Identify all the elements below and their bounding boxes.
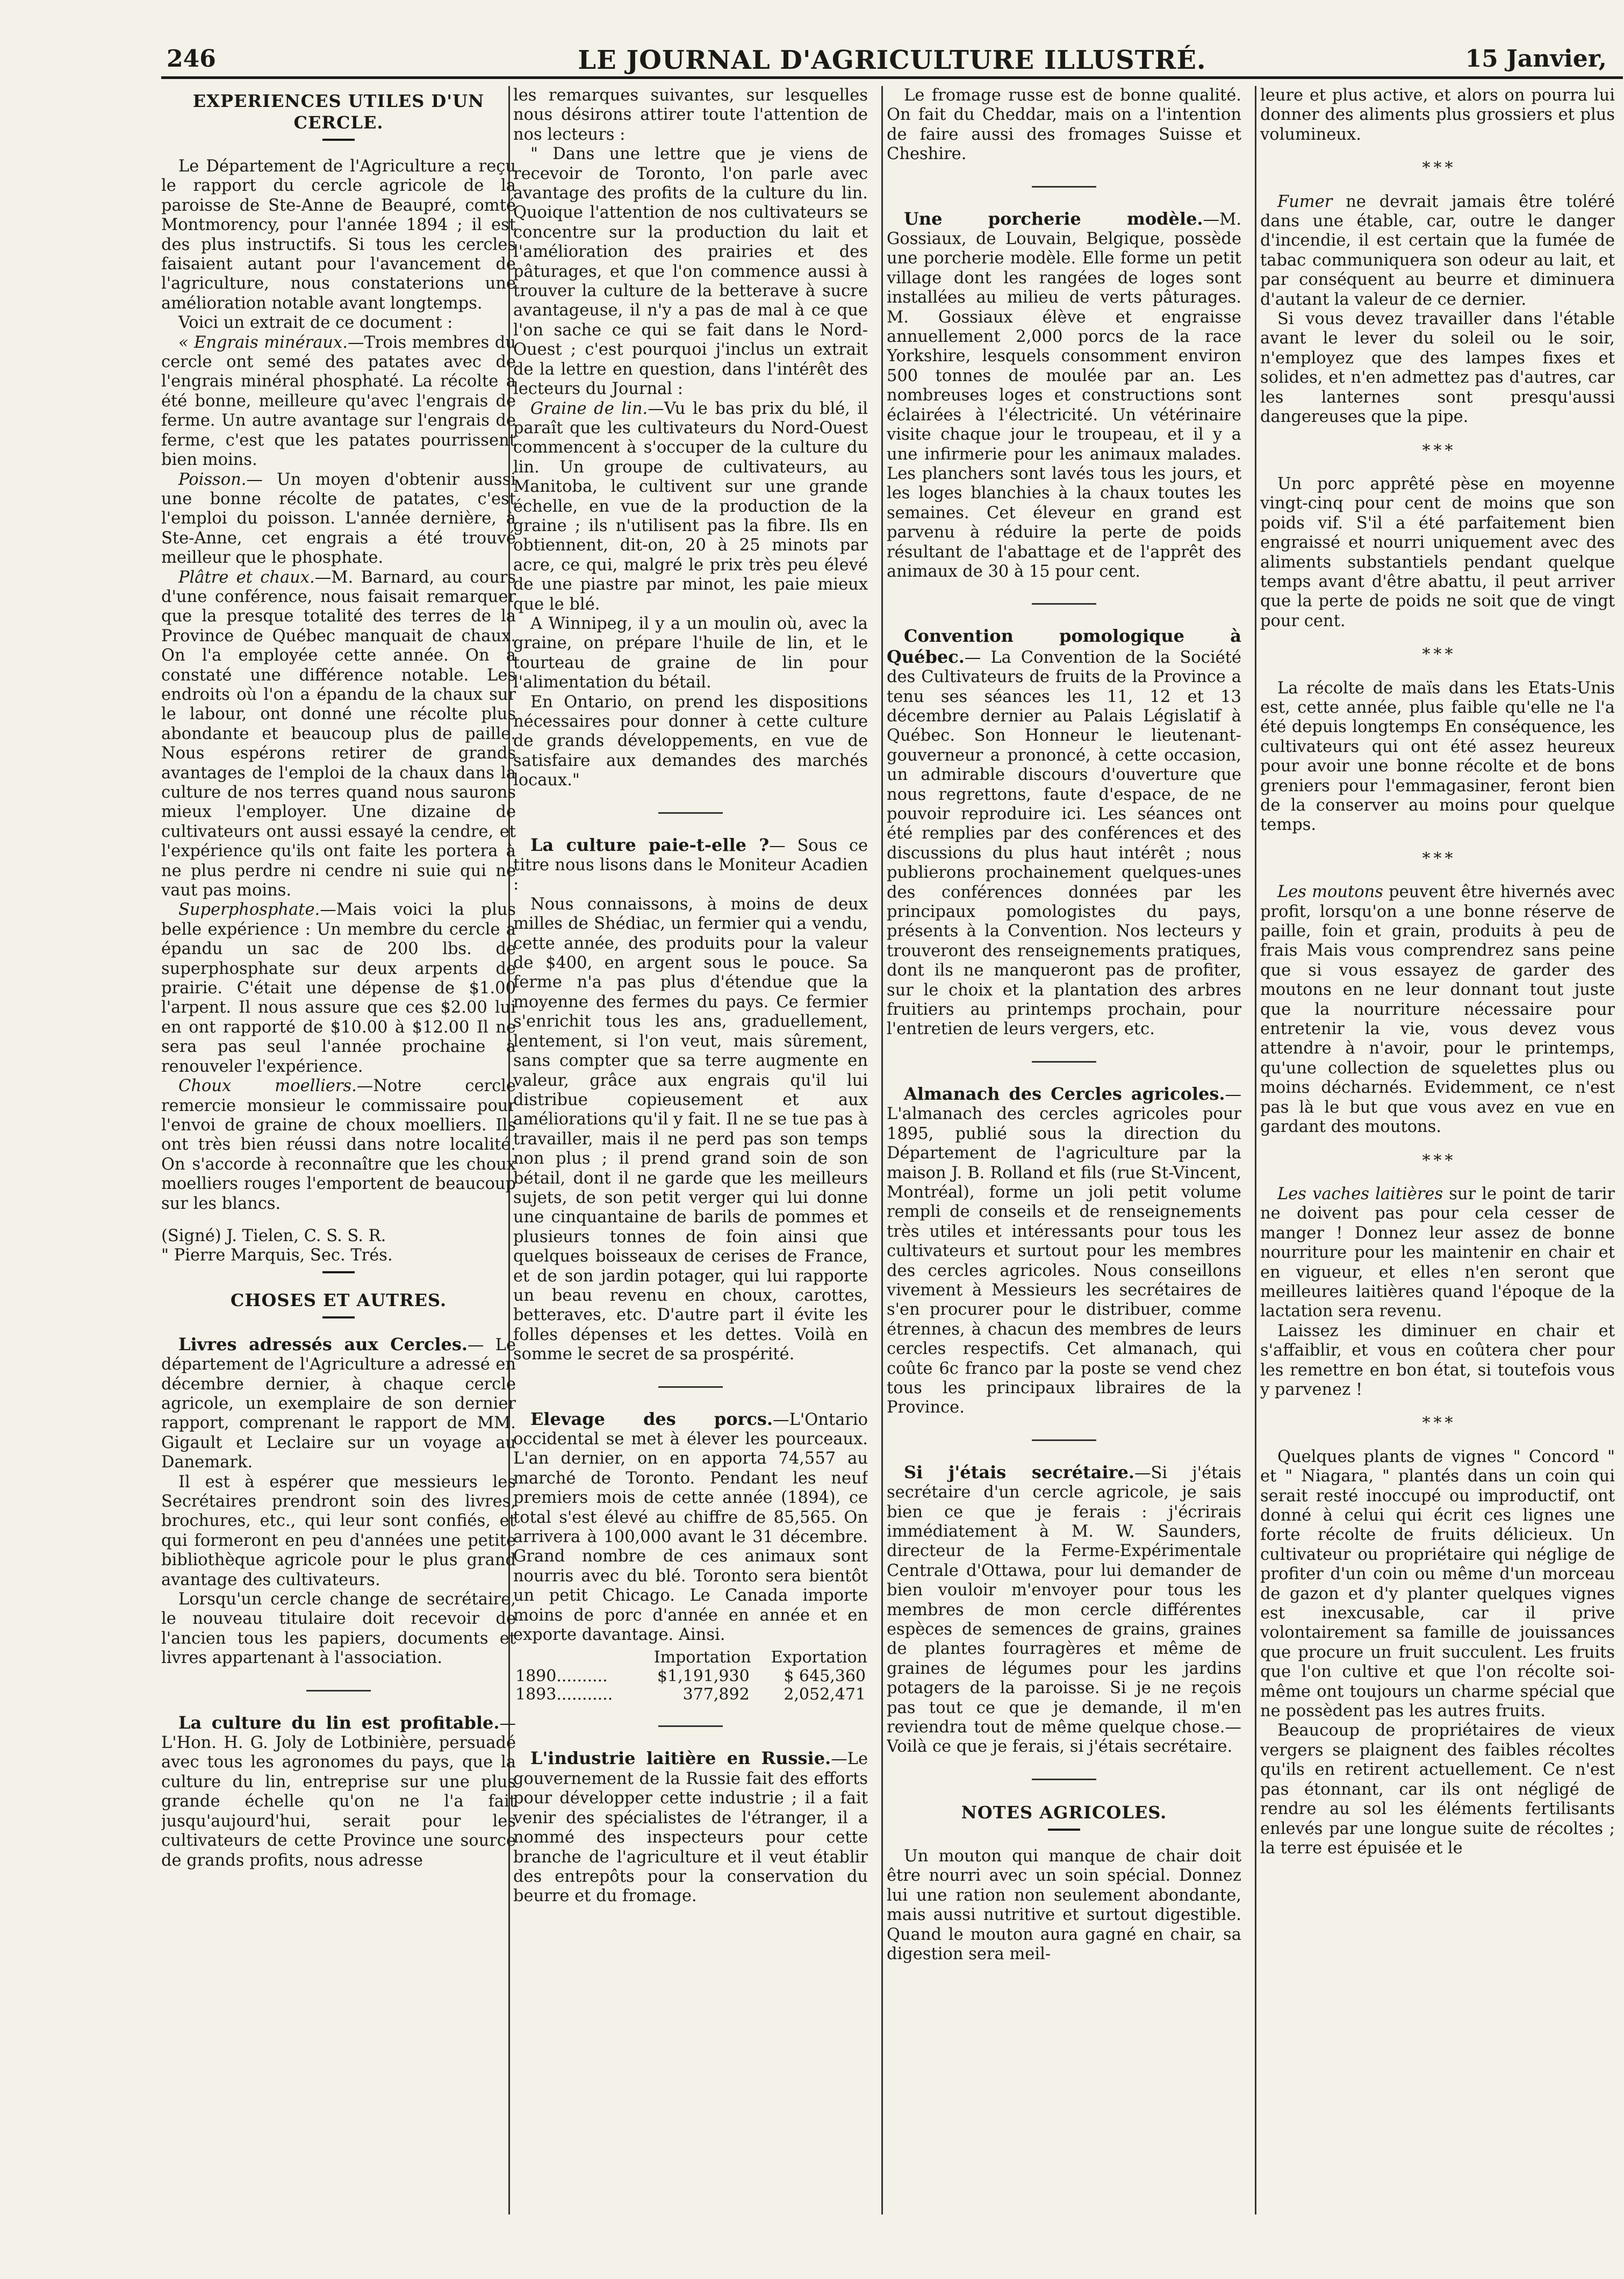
article-paragraph	[161, 470, 516, 568]
paragraph-lead: Beaucoup de propriétaires de vieux vergers	[1260, 1721, 1615, 1760]
paragraph-lead: Une porcherie modèle.	[904, 208, 1203, 229]
table-cell: 377,892	[682, 1685, 750, 1704]
article-paragraph: Laissez les diminuer en chair et s'affaiblir, et vous en coûtera cher pour les remettre en bon état, si toutefois vous y parvenez !	[1260, 1321, 1615, 1399]
paragraph-text: — Sous ce titre nous lisons dans le Moniteur Acadien :	[513, 836, 868, 894]
paragraph-lead: Superphosphate.	[178, 900, 320, 920]
article-paragraph: La récolte de maïs dans les Etats-Unis est, cette année, plus faible qu'elle ne l'a été depuis longtemps En conséquence, les cultivateurs qui ont été assez heureux pour avoir une bonne récolte et de bons greniers pour l'emmagasiner, feront bien de la conserver au moins pour quelque temps.	[1260, 678, 1615, 835]
paragraph-text: — Un moyen d'obtenir aussi une bonne récolte de patates, c'est l'emploi du poisson. L'année dernière, à Ste-Anne, cet engrais a été trouvé meilleur que le phosphate.	[161, 470, 516, 568]
article-paragraph: " Dans une lettre que je viens de recevoir de Toronto, l'on parle avec avantage des profits de la culture du lin. Quoique l'attention de nos cultivateurs se concentre sur la production du lait et l'amélioration des prairies et des pâturages, et que l'on commence aussi à trouver la culture de la betterave à sucre avantageuse, il n'y a pas de mal à ce que l'on sache ce qui se fait dans le Nord-Ouest ; c'est pourquoi j'inclus un extrait de la lettre en question, dans l'intérêt des lecteurs du Journal :	[513, 145, 868, 399]
heading-rule	[322, 1316, 355, 1318]
paragraph-text: ne devrait jamais être toléré dans une étable, car, outre le danger d'incendie, il est certain que la fumée de tabac communiquera son odeur au lait, et par conséquent au beurre et diminuera d'autant la valeur de ce dernier.	[1260, 192, 1615, 309]
hog-trade-table	[513, 1648, 868, 1704]
article-paragraph	[161, 1713, 516, 1870]
article-separator	[1032, 186, 1096, 188]
article-paragraph: Nous connaissons, à moins de deux milles de Shédiac, un fermier qui a vendu, cette année, des produits pour la valeur de $400, en argent sous le pouce. Sa ferme n'a pas plus d'étendue que la moyenne des fermes du pays. Ce fermier s'enrichit tous les ans, graduellement, lentement, si l'on veut, mais sûrement, sans compter que sa terre augmente en valeur, grâce aux engrais qu'il lui distribue copieusement et aux améliorations qu'il y fait. Il ne se tue pas à travailler, mais il ne perd pas son temps non plus ; il prend grand soin de son bétail, dont il ne garde que les meilleurs sujets, de son petit verger qui lui donne une cinquantaine de barils de pommes et plusieurs tonnes de foin ainsi que quelques boisseaux de cerises de France, et de son jardin potager, qui lui rapporte un beau revenu en choux, carottes, betteraves, etc. D'autre part il évite les folles dépenses et les dettes. Voilà en somme le secret de sa prospérité.	[513, 894, 868, 1364]
paragraph-lead: Poisson.	[178, 470, 247, 489]
paragraph-text: — La Convention de la Société des Cultivateurs de fruits de la Province a tenu ses séances les 11, 12 et 13 décembre dernier au Palais Législatif à Québec. Son Honneur le lieutenant-gouverneur a prononcé, à cette occasion, un admirable discours d'ouverture que nous regrettons, faute d'espace, de ne pouvoir reproduire ici. Les séances ont été remplies par des conférences et des discussions du plus haut intérêt ; nous publierons prochainement quelques-unes des conférences données par les principaux pomologistes du pays, présents à la Convention. Nos lecteurs y trouveront des renseignements pratiques, dont ils ne manqueront pas de profiter, sur le choix et la plantation des arbres fruitiers au printemps prochain, pour l'entretien de leurs vergers, etc.	[887, 648, 1241, 1039]
article-paragraph: Un mouton qui manque de chair doit être nourri avec un soin spécial. Donnez lui une ration non seulement abondante, mais aussi nutritive et surtout digestible. Quand le mouton aura gagné en chair, sa digestion sera meil-	[887, 1846, 1241, 1963]
paragraph-text: —Notre cercle remercie monsieur le commissaire pour l'envoi de graine de choux moelliers. Ils ont très bien réussi dans notre localité. On s'accorde à reconnaître que les choux moelliers rouges l'emportent de beaucoup sur les blancs.	[161, 1077, 516, 1213]
article-paragraph	[1260, 883, 1615, 1137]
column-4	[1260, 86, 1615, 2241]
article-separator	[1032, 1439, 1096, 1441]
article-paragraph	[1260, 1721, 1615, 1858]
table-cell: 1893...........	[515, 1685, 613, 1704]
article-paragraph	[161, 333, 516, 470]
table-cell: 1890..........	[515, 1667, 608, 1686]
article-paragraph	[161, 1335, 516, 1473]
article-paragraph	[1260, 192, 1615, 310]
article-separator	[1032, 1779, 1096, 1780]
paragraph-text: —L'Ontario occidental se met à élever les pourceaux. L'an dernier, on en apporta 74,557 au marché de Toronto. Pendant les neuf premiers mois de cette année (1894), ce total s'est élevé au chiffre de 85,565. On arrivera à 100,000 avant le 31 décembre. Grand nombre de ces animaux sont nourris avec du blé. Toronto sera bientôt un petit Chicago. Le Canada importe moins de porc d'année en année et en exporte davantage. Ainsi.	[513, 1410, 868, 1645]
paragraph-lead: Graine de lin.	[530, 399, 648, 418]
paragraph-lead: La culture paie-t-elle ?	[530, 834, 770, 855]
table-cell: 2,052,471	[784, 1685, 866, 1704]
article-separator	[658, 1725, 723, 1727]
table-cell: $ 645,360	[784, 1667, 866, 1686]
article-paragraph: Si vous devez travailler dans l'étable avant le lever du soleil ou le soir, n'employez que des lampes fixes et solides, et n'en admettez pas d'autres, car les lanternes sont presqu'aussi dangereuses que la pipe.	[1260, 310, 1615, 427]
paragraph-text: — L'almanach des cercles agricoles pour 1895, publié sous la direction du Département de l'agriculture par la maison J. B. Rolland et fils (rue St-Vincent, Montréal), forme un joli petit volume rempli de conseils et de renseignements très utiles et intéressants pour tous les cultivateurs et surtout pour les membres des cercles agricoles. Nous conseillons vivement à Messieurs les secrétaires de s'en procurer pour le distribuer, comme étrennes, à chacun des membres de leurs cercles respectifs. Cet almanach, qui coûte 6c franco par la poste se vend chez tous les principaux libraires de la Province.	[887, 1085, 1241, 1417]
paragraph-lead: Elevage des porcs.	[530, 1408, 773, 1429]
article-paragraph	[513, 1409, 868, 1645]
page-number: 246	[167, 45, 216, 73]
article-separator	[658, 1386, 723, 1388]
asterism: * * *	[1422, 1414, 1453, 1433]
paragraph-lead: Convention pomologique à Québec.	[887, 626, 1241, 667]
issue-date: 15 Janvier,	[1465, 45, 1607, 73]
table-cell: $1,191,930	[657, 1667, 750, 1686]
column-1	[161, 86, 516, 2241]
article-paragraph	[513, 1748, 868, 1906]
article-paragraph	[161, 568, 516, 901]
paragraph-lead: Choux moelliers.	[178, 1077, 357, 1096]
section-heading: EXPERIENCES UTILES D'UN CERCLE.	[192, 91, 485, 133]
paragraph-text: —Trois membres du cercle ont semé des patates avec de l'engrais minéral phosphaté. La récolte a été bonne, meilleure qu'avec l'engrais de ferme. Un autre avantage sur l'engrais de ferme, c'est que les patates pourrissent bien moins.	[161, 333, 516, 470]
paragraph-text: — Le département de l'Agriculture a adressé en décembre dernier, à chaque cercle agricole, un exemplaire de son dernier rapport, comprenant le rapport de MM. Gigault et Leclaire sur un voyage au Danemark.	[161, 1335, 516, 1472]
paragraph-lead: La culture du lin est profitable.	[178, 1712, 500, 1733]
paragraph-text: se plaignent des faibles récoltes qu'ils en retirent actuellement. Ce n'est pas étonnant, car ils ont négligé de rendre au sol les éléments fertilisants enlevés par une longue suite de récoltes ; la terre est épuisée et le	[1260, 1740, 1615, 1858]
article-paragraph	[887, 1463, 1241, 1757]
paragraph-text: —Le gouvernement de la Russie fait des efforts pour développer cette industrie ; il a fait venir des spécialistes de l'étranger, il a nommé des inspecteurs pour cette branche de l'agriculture et il veut établir des entrepôts pour la conservation du beurre et du fromage.	[513, 1750, 868, 1906]
table-row	[513, 1667, 868, 1686]
asterism: * * *	[1422, 1151, 1453, 1170]
paragraph-text: —Mais voici la plus belle expérience : Un membre du cercle a épandu un sac de 200 lbs. de superphosphate sur deux arpents de prairie. C'était une dépense de $1.00 l'arpent. Il nous assure que ces $2.00 lui en ont rapporté de $10.00 à $12.00 Il ne sera pas seul l'année prochaine à renouveler l'expérience.	[161, 900, 516, 1076]
article-paragraph	[887, 1084, 1241, 1418]
table-header-row	[513, 1648, 868, 1667]
paragraph-lead: L'industrie laitière en Russie.	[530, 1748, 831, 1769]
signature-block	[161, 1227, 516, 1266]
table-row	[513, 1686, 868, 1704]
article-paragraph	[1260, 1185, 1615, 1322]
article-separator	[658, 812, 723, 814]
column-header: Importation	[653, 1648, 751, 1667]
asterism: * * *	[1422, 441, 1453, 460]
article-separator	[306, 1690, 371, 1692]
article-paragraph: Le fromage russe est de bonne qualité. On fait du Cheddar, mais on a l'intention de faire aussi des fromages Suisse et Cheshire.	[887, 86, 1241, 164]
paragraph-lead: « Engrais minéraux.	[178, 333, 348, 352]
article-paragraph	[513, 399, 868, 614]
article-paragraph: les remarques suivantes, sur lesquelles nous désirons attirer toute l'attention de nos lecteurs :	[513, 86, 868, 144]
article-paragraph: Il est à espérer que messieurs les Secrétaires prendront soin des livres, brochures, etc., qui leur sont confiés, et qui formeront en peu d'années une petite bibliothèque agricole pour le plus grand avantage des cultivateurs.	[161, 1472, 516, 1589]
page-header	[161, 42, 1623, 79]
column-header: Exportation	[771, 1648, 867, 1667]
article-paragraph: Voici un extrait de ce document :	[178, 313, 453, 333]
section-divider	[322, 1271, 355, 1273]
article-paragraph: leure et plus active, et alors on pourra lui donner des aliments plus grossiers et plus volumineux.	[1260, 86, 1615, 144]
paragraph-lead: Si j'étais secrétaire.	[904, 1461, 1134, 1482]
heading-rule	[322, 139, 355, 141]
article-paragraph	[513, 835, 868, 895]
paragraph-text: —Vu le bas prix du blé, il paraît que les cultivateurs du Nord-Ouest commencent à s'occuper de la culture du lin. Un groupe de cultivateurs, au Manitoba, le cultivent sur une grande échelle, en vue de la production de la graine ; ils n'utilisent pas la fibre. Ils en obtiennent, dit-on, 20 à 25 minots par acre, ce qui, malgré le prix très peu élevé de une piastre par minot, les paie mieux que le blé.	[513, 399, 868, 614]
article-paragraph: Quelques plants de vignes " Concord " et " Niagara, " plantés dans un coin qui serait resté inoccupé ou improductif, ont donné à celui qui écrit ces lignes une forte récolte de fruits délicieux. Un cultivateur ou propriétaire qui néglige de profiter d'un coin ou même d'un morceau de gazon et d'y planter quelques vignes est inexcusable, car il prive volontairement sa famille de jouissances que procure un fruit succulent. Les fruits que l'on cultive et que l'on récolte soi-même ont toujours un charme spécial que ne possèdent pas les autres fruits.	[1260, 1447, 1615, 1721]
section-heading: NOTES AGRICOLES.	[961, 1802, 1167, 1823]
article-paragraph	[161, 900, 516, 1077]
asterism: * * *	[1422, 849, 1453, 868]
article-paragraph	[161, 1077, 516, 1214]
article-paragraph: Un porc apprêté pèse en moyenne vingt-cinq pour cent de moins que son poids vif. S'il a été parfaitement bien engraissé et nourri uniquement avec des aliments substantiels pendant quelque temps avant d'être abattu, il peut arriver que la perte de poids ne soit que de vingt pour cent.	[1260, 474, 1615, 630]
heading-rule	[1048, 1829, 1080, 1831]
column-2	[513, 86, 868, 2241]
paragraph-lead: Plâtre et chaux.	[178, 568, 315, 587]
paragraph-text: sur le point de tarir ne doivent pas pour cela cesser de manger ! Donnez leur assez de bonne nourriture pour les maintenir en chair et en vigueur, et elles n'en seront que meilleures laitières quand l'époque de la lactation sera revenu.	[1260, 1184, 1615, 1321]
paragraph-lead: Les vaches laitières	[1277, 1184, 1443, 1203]
column-3	[887, 86, 1241, 2241]
article-paragraph: En Ontario, on prend les dispositions nécessaires pour donner à cette culture de grands développements, en vue de satisfaire aux demandes des marchés locaux."	[513, 692, 868, 790]
paragraph-lead: Almanach des Cercles agricoles.	[904, 1083, 1225, 1104]
paragraph-lead: Les moutons	[1277, 883, 1383, 902]
paragraph-text: peuvent être hivernés avec profit, lorsqu'on a une bonne réserve de paille, foin et grain, produits à peu de frais Mais vous comprendrez sans peine que si vous essayez de garder des moutons en ne leur donnant tout juste que la nourriture nécessaire pour entretenir la vie, vous devez vous attendre à n'avoir, pour le printemps, qu'une collection de squelettes plus ou moins décharnés. Evidemment, ce n'est pas là le but que vous avez en vue en gardant des moutons.	[1260, 883, 1615, 1137]
paragraph-lead: Fumer	[1277, 192, 1333, 211]
asterism: * * *	[1422, 159, 1453, 178]
newspaper-title: LE JOURNAL D'AGRICULTURE ILLUSTRÉ.	[578, 45, 1206, 75]
section-heading: CHOSES ET AUTRES.	[230, 1289, 447, 1310]
article-paragraph: A Winnipeg, il y a un moulin où, avec la graine, on prépare l'huile de lin, et le tourteau de graine de lin pour l'alimentation du bétail.	[513, 614, 868, 692]
column-rule	[1255, 86, 1256, 2214]
article-paragraph	[887, 626, 1241, 1040]
article-paragraph	[887, 209, 1241, 582]
article-paragraph: Lorsqu'un cercle change de secrétaire, le nouveau titulaire doit recevoir de l'ancien tous les papiers, documents et livres appartenant à l'association.	[161, 1590, 516, 1668]
paragraph-text: — L'Hon. H. G. Joly de Lotbinière, persuadé avec tous les agronomes du pays, que la culture du lin, entreprise sur une plus grande échelle qu'on ne l'a fait jusqu'aujourd'hui, serait pour les cultivateurs de cette Province une source de grands profits, nous adresse	[161, 1714, 516, 1870]
paragraph-text: —M. Gossiaux, de Louvain, Belgique, possède une porcherie modèle. Elle forme un petit village dont les rangées de loges sont installées au milieu de verts pâturages. M. Gossiaux élève et engraisse annuellement 2,000 porcs de la race Yorkshire, lesquels consomment environ 500 tonnes de moulée par an. Les nombreuses loges et constructions sont éclairées à l'électricité. Un vétérinaire visite chaque jour le troupeau, et il y a une infirmerie pour les animaux malades. Les planchers sont lavés tous les jours, et les loges blanchies à la chaux toutes les semaines. Cet éleveur en grand est parvenu à réduire la perte de poids résultant de l'abattage et de l'apprêt des animaux de 30 à 15 pour cent.	[887, 210, 1241, 581]
signature-line: (Signé) J. Tielen, C. S. S. R.	[161, 1226, 386, 1245]
article-paragraph: Le Département de l'Agriculture a reçu le rapport du cercle agricole de la paroisse de Ste-Anne de Beaupré, comté Montmorency, pour l'année 1894 ; il est des plus instructifs. Si tous les cercles faisaient autant pour l'avancement de l'agriculture, nous constaterions une amélioration notable avant longtemps.	[161, 157, 516, 313]
column-rule	[881, 86, 883, 2214]
article-separator	[1032, 603, 1096, 605]
signature-line: " Pierre Marquis, Sec. Trés.	[161, 1246, 393, 1265]
paragraph-lead: Livres adressés aux Cercles.	[178, 1334, 468, 1354]
paragraph-text: —Si j'étais secrétaire d'un cercle agricole, je sais bien ce que je ferais : j'écrirais immédiatement à M. W. Saunders, directeur de la Ferme-Expérimentale Centrale d'Ottawa, pour lui demander de bien vouloir m'envoyer pour tous les membres de mon cercle différentes espèces de semences de grains, graines de plantes fourragères et même de graines de légumes pour les jardins potagers de la paroisse. Si je ne reçois pas tout ce que je demande, il m'en reviendra tout de même quelque chose.—Voilà ce que je ferais, si j'étais secrétaire.	[887, 1463, 1241, 1757]
article-separator	[1032, 1061, 1096, 1063]
asterism: * * *	[1422, 645, 1453, 664]
paragraph-text: —M. Barnard, au cours d'une conférence, nous faisait remarquer que la presque totalité des terres de la Province de Québec manquait de chaux. On l'a employée cette année. On a constaté une différence notable. Les endroits où l'on a épandu de la chaux sur le labour, ont donné une récolte plus abondante et beaucoup plus de paille. Nous espérons retirer de grands avantages de l'emploi de la chaux dans la culture de nos terres quand nous saurons mieux l'employer. Une dizaine de cultivateurs ont aussi essayé la cendre, et l'expérience qu'ils ont faite les portera à ne plus perdre ni cendre ni suie qui ne vaut pas moins.	[161, 568, 516, 900]
